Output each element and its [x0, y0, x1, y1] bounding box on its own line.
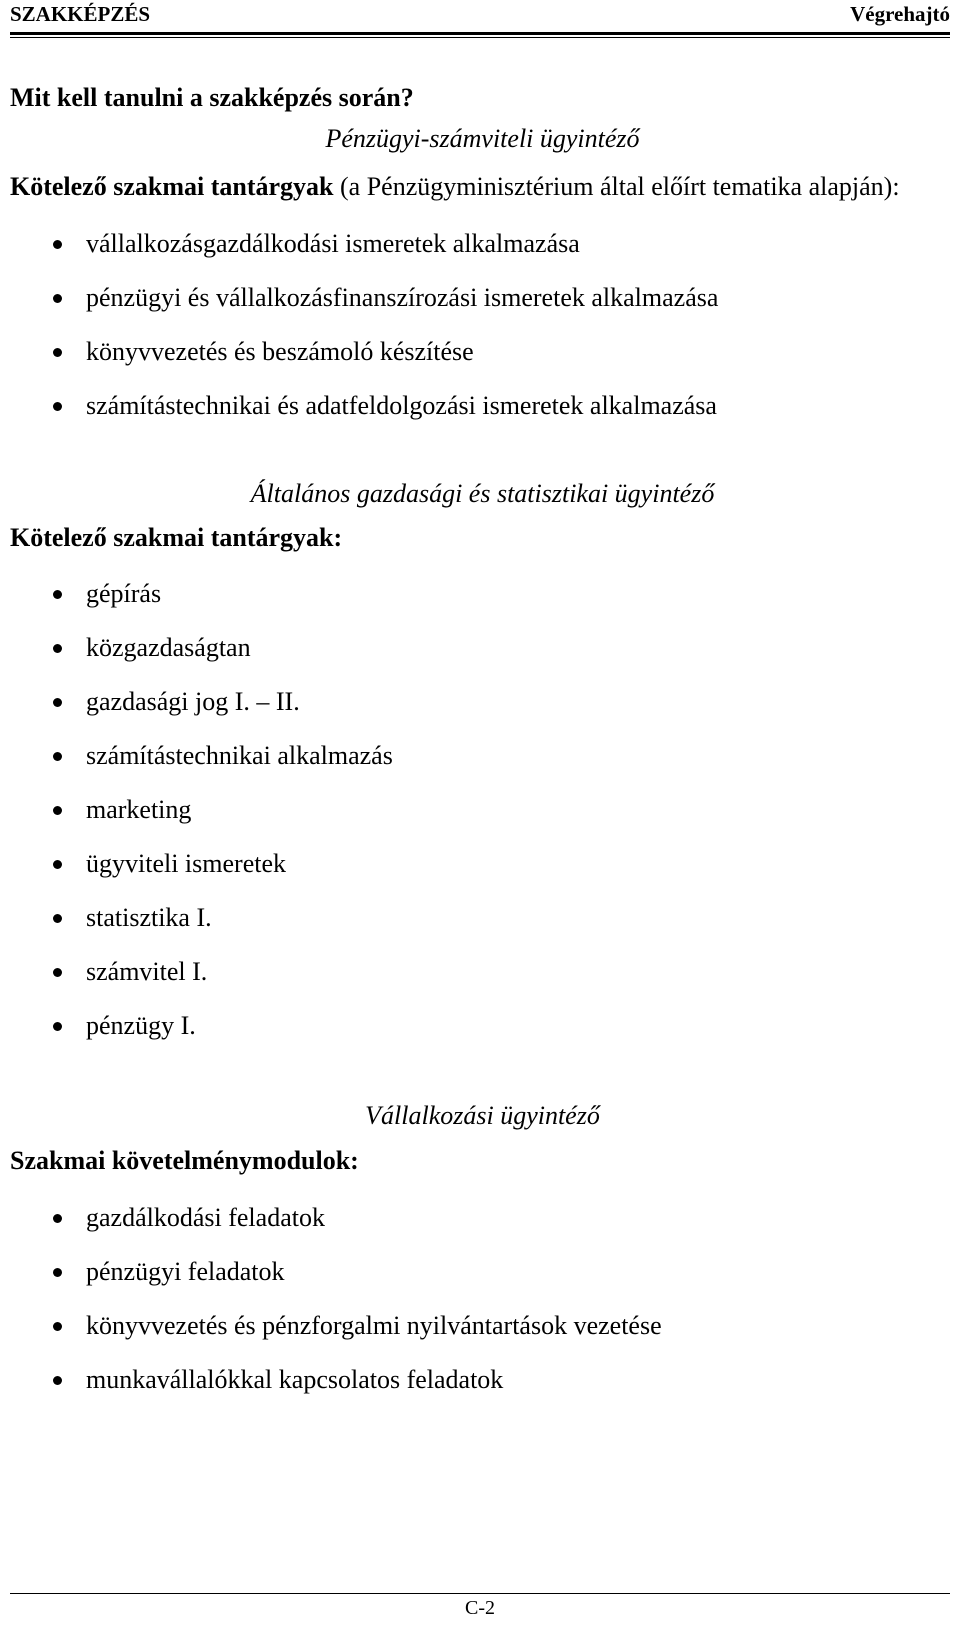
header-right-title: Végrehajtó [850, 2, 950, 26]
list-item [10, 891, 955, 945]
list-item-text: könyvvezetés és pénzforgalmi nyilvántartások vezetése [86, 1311, 662, 1340]
list-item [10, 729, 955, 783]
list-item [10, 1191, 955, 1245]
bullet-icon [53, 752, 62, 761]
list-item [10, 783, 955, 837]
section-title: Pénzügyi-számviteli ügyintéző [325, 124, 640, 153]
bullet-icon [53, 240, 62, 249]
bullet-icon [53, 806, 62, 815]
page-number: C-2 [465, 1597, 495, 1619]
footer-rule [10, 1593, 950, 1594]
list-item [10, 379, 955, 433]
subject-list [10, 217, 955, 433]
section-heading: Szakmai követelménymodulok: [10, 1146, 359, 1175]
list-item-text: közgazdaságtan [86, 633, 251, 662]
bullet-icon [53, 1214, 62, 1223]
list-item-text: számítástechnikai és adatfeldolgozási ismeretek alkalmazása [86, 391, 717, 420]
list-item [10, 621, 955, 675]
bullet-icon [53, 1322, 62, 1331]
list-item-text: ügyviteli ismeretek [86, 849, 287, 878]
bullet-icon [53, 1022, 62, 1031]
header-rule [10, 32, 950, 35]
section-intro-bold: Kötelező szakmai tantárgyak [10, 172, 334, 201]
section-intro-rest: (a Pénzügyminisztérium által előírt tematika alapján): [333, 172, 900, 201]
list-item-text: munkavállalókkal kapcsolatos feladatok [86, 1365, 504, 1394]
list-item-text: statisztika I. [86, 903, 212, 932]
page-title: Mit kell tanulni a szakképzés során? [10, 83, 414, 112]
section-intro [10, 161, 955, 213]
bullet-icon [53, 968, 62, 977]
list-item [10, 217, 955, 271]
section-title: Vállalkozási ügyintéző [365, 1101, 600, 1130]
bullet-icon [53, 1268, 62, 1277]
list-item [10, 1353, 955, 1407]
list-item-text: számvitel I. [86, 957, 208, 986]
bullet-icon [53, 1376, 62, 1385]
list-item [10, 837, 955, 891]
header-left-title: SZAKKÉPZÉS [10, 2, 151, 26]
bullet-icon [53, 644, 62, 653]
list-item-text: számítástechnikai alkalmazás [86, 741, 393, 770]
list-item-text: pénzügyi feladatok [86, 1257, 285, 1286]
header-rule-thin [10, 37, 950, 38]
list-item-text: gazdasági jog I. – II. [86, 687, 300, 716]
list-item [10, 1245, 955, 1299]
bullet-icon [53, 348, 62, 357]
bullet-icon [53, 860, 62, 869]
subject-list [10, 567, 955, 1053]
list-item-text: gépírás [86, 579, 162, 608]
list-item-text: marketing [86, 795, 192, 824]
section-title: Általános gazdasági és statisztikai ügyintéző [250, 479, 715, 508]
document-body [10, 78, 955, 1407]
bullet-icon [53, 698, 62, 707]
module-list [10, 1191, 955, 1407]
list-item-text: gazdálkodási feladatok [86, 1203, 325, 1232]
section-heading: Kötelező szakmai tantárgyak: [10, 523, 343, 552]
list-item [10, 675, 955, 729]
list-item-text: vállalkozásgazdálkodási ismeretek alkalmazása [86, 229, 580, 258]
list-item [10, 999, 955, 1053]
list-item [10, 1299, 955, 1353]
list-item-text: könyvvezetés és beszámoló készítése [86, 337, 474, 366]
bullet-icon [53, 590, 62, 599]
list-item-text: pénzügy I. [86, 1011, 196, 1040]
bullet-icon [53, 294, 62, 303]
list-item [10, 271, 955, 325]
list-item [10, 325, 955, 379]
page-header [10, 0, 950, 33]
list-item-text: pénzügyi és vállalkozásfinanszírozási ismeretek alkalmazása [86, 283, 719, 312]
bullet-icon [53, 914, 62, 923]
bullet-icon [53, 402, 62, 411]
list-item [10, 945, 955, 999]
list-item [10, 567, 955, 621]
